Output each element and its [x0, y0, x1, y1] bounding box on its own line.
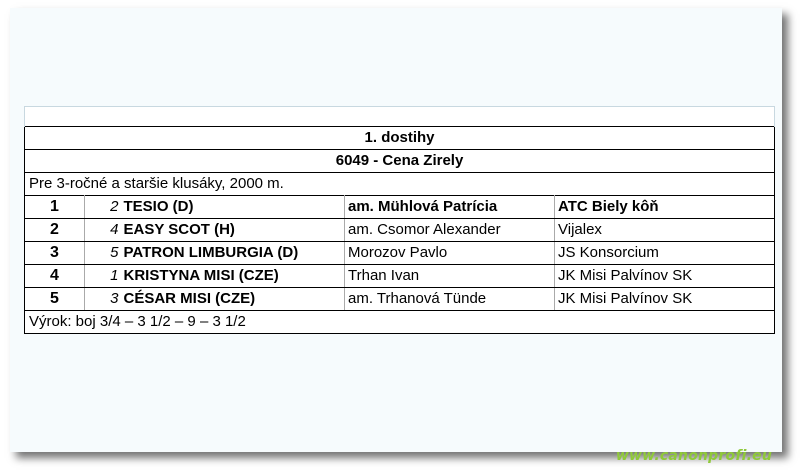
horse-name: TESIO (D) [121, 196, 345, 219]
stable-name: JS Konsorcium [555, 242, 775, 265]
blank-row [25, 107, 775, 127]
start-number: 5 [85, 242, 121, 265]
horse-name: PATRON LIMBURGIA (D) [121, 242, 345, 265]
place: 4 [25, 265, 85, 288]
table-row [25, 196, 775, 219]
start-number: 1 [85, 265, 121, 288]
jockey-name: Trhan Ivan [345, 265, 555, 288]
horse-name: CÉSAR MISI (CZE) [121, 288, 345, 311]
place: 2 [25, 219, 85, 242]
race-subtitle-row [25, 150, 775, 173]
stable-name: JK Misi Palvínov SK [555, 288, 775, 311]
race-description: Pre 3-ročné a staršie klusáky, 2000 m. [25, 173, 775, 196]
place: 3 [25, 242, 85, 265]
race-result-row [25, 311, 775, 334]
place: 1 [25, 196, 85, 219]
watermark: www.canonprofi.eu [615, 448, 772, 464]
place: 5 [25, 288, 85, 311]
race-subtitle: 6049 - Cena Zirely [25, 150, 775, 173]
stable-name: ATC Biely kôň [555, 196, 775, 219]
jockey-name: am. Mühlová Patrícia [345, 196, 555, 219]
table-row [25, 265, 775, 288]
start-number: 4 [85, 219, 121, 242]
table-row [25, 242, 775, 265]
race-result: Výrok: boj 3/4 – 3 1/2 – 9 – 3 1/2 [25, 311, 775, 334]
horse-name: EASY SCOT (H) [121, 219, 345, 242]
race-description-row [25, 173, 775, 196]
jockey-name: am. Trhanová Tünde [345, 288, 555, 311]
jockey-name: am. Csomor Alexander [345, 219, 555, 242]
start-number: 3 [85, 288, 121, 311]
start-number: 2 [85, 196, 121, 219]
race-results-table [24, 106, 775, 334]
stable-name: JK Misi Palvínov SK [555, 265, 775, 288]
table-row [25, 219, 775, 242]
table-row [25, 288, 775, 311]
race-title: 1. dostihy [25, 127, 775, 150]
jockey-name: Morozov Pavlo [345, 242, 555, 265]
horse-name: KRISTYNA MISI (CZE) [121, 265, 345, 288]
stable-name: Vijalex [555, 219, 775, 242]
race-title-row [25, 127, 775, 150]
